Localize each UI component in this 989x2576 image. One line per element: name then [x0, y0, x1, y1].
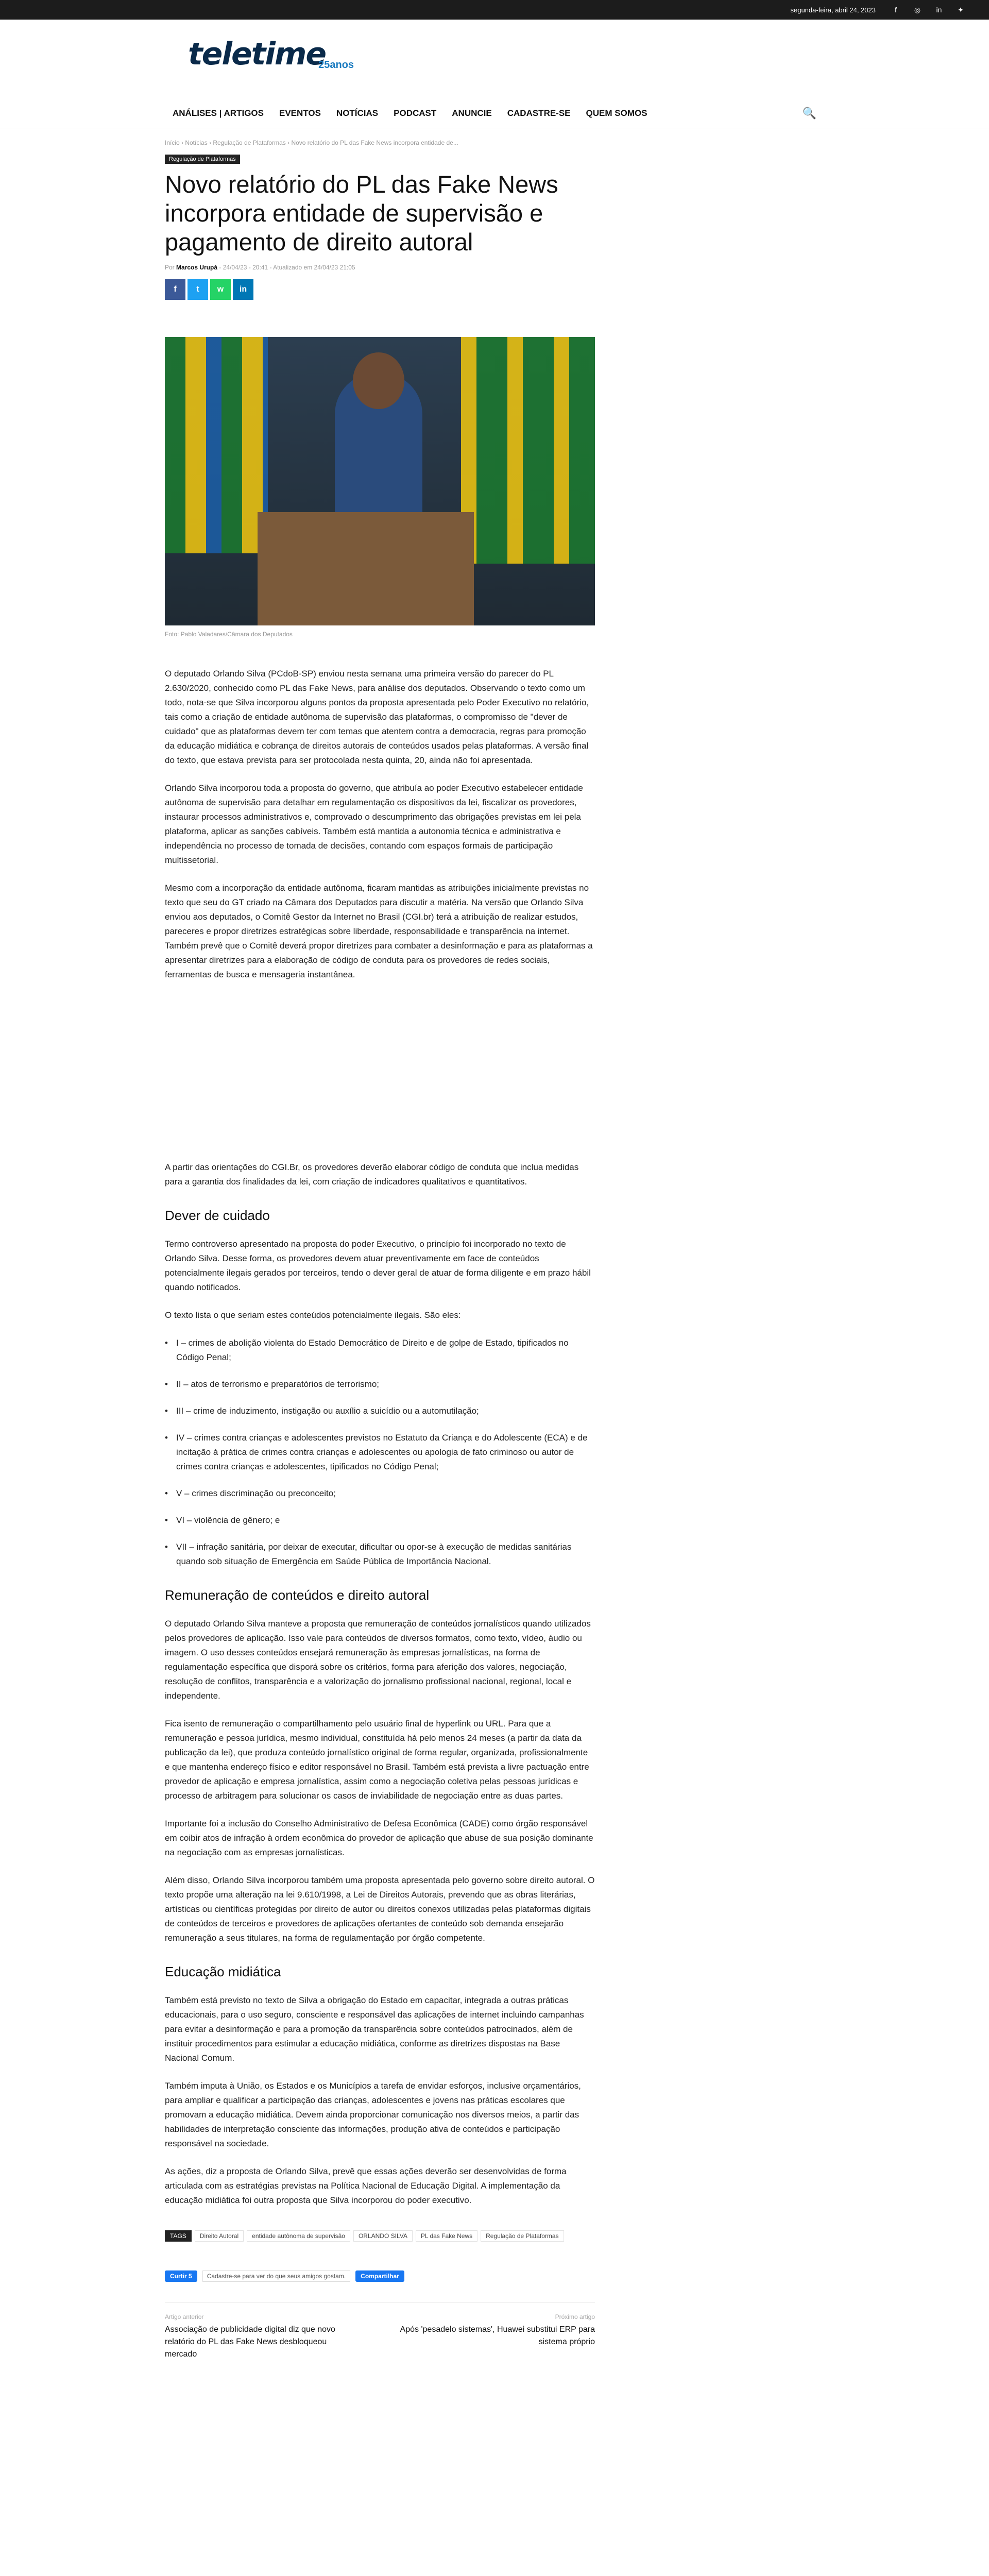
next-label: Próximo artigo — [555, 2313, 595, 2320]
nav-item-podcast[interactable]: PODCAST — [394, 108, 437, 118]
facebook-icon[interactable]: f — [895, 6, 897, 14]
logo-word: teletime — [188, 36, 326, 72]
site-logo[interactable] — [188, 36, 354, 72]
article-body — [165, 667, 595, 2208]
paragraph: O texto lista o que seriam estes conteúdos potencialmente ilegais. São eles: — [165, 1310, 461, 1320]
fb-signup-text[interactable]: Cadastre-se para ver do que seus amigos gostam. — [202, 2270, 350, 2282]
previous-article-link[interactable] — [165, 2313, 361, 2361]
share-twitter-button[interactable]: t — [187, 279, 208, 300]
section-heading-remuneracao: Remuneração de conteúdos e direito autoral — [165, 1587, 430, 1603]
photo-podium — [258, 512, 474, 625]
tag-list — [165, 2230, 595, 2242]
nav-item-quem-somos[interactable]: QUEM SOMOS — [586, 108, 647, 118]
main-navigation — [173, 103, 816, 124]
share-buttons — [165, 279, 595, 300]
nav-item-cadastre-se[interactable]: CADASTRE-SE — [507, 108, 571, 118]
author-link[interactable]: Marcos Urupá — [176, 264, 218, 271]
paragraph: Também está previsto no texto de Silva a obrigação do Estado em capacitar, integrada a outras práticas educacionais, para o uso seguro, consciente e responsável das aplicações de internet incluindo campanhas para evitar a desinformação e para a promoção da transparência sobre conteúdos patrocinados, além de instituir procedimentos para estimular a educação midiática, conforme as diretrizes dispostas na Base Nacional Comum. — [165, 1995, 584, 2063]
illegal-content-list — [165, 1336, 595, 1569]
nav-item-analises[interactable]: ANÁLISES | ARTIGOS — [173, 108, 264, 118]
article — [165, 139, 595, 2361]
facebook-like-widget — [165, 2270, 595, 2282]
article-meta — [165, 264, 595, 271]
photo-caption: Foto: Pablo Valadares/Câmara dos Deputados — [165, 631, 293, 638]
tag-link[interactable]: Direito Autoral — [195, 2230, 244, 2242]
previous-label: Artigo anterior — [165, 2313, 204, 2320]
tag-link[interactable]: ORLANDO SILVA — [353, 2230, 413, 2242]
instagram-icon[interactable]: ◎ — [914, 5, 921, 14]
section-heading-educacao: Educação midiática — [165, 1964, 281, 1979]
meta-date: - 24/04/23 - 20:41 - Atualizado em 24/04/23 21:05 — [219, 264, 355, 271]
category-badge[interactable]: Regulação de Plataformas — [165, 155, 240, 164]
logo-anniversary: 25anos — [318, 59, 354, 71]
current-date: segunda-feira, abril 24, 2023 — [790, 6, 876, 14]
next-article-link[interactable] — [399, 2313, 595, 2361]
list-item: • II – atos de terrorismo e preparatórios de terrorismo; — [165, 1377, 595, 1392]
article-title: Novo relatório do PL das Fake News incorpora entidade de supervisão e pagamento de direito autoral — [165, 171, 558, 256]
search-icon[interactable]: 🔍 — [802, 107, 816, 120]
paragraph: Termo controverso apresentado na proposta do poder Executivo, o princípio foi incorporado no texto de Orlando Silva. Desse forma, os provedores devem atuar preventivamente em face de conteúdos potencialmente ilegais gerados por terceiros, tendo o dever geral de atuar de forma diligente e em prazo hábil quando notificados. — [165, 1239, 591, 1292]
list-item: • III – crime de induzimento, instigação ou auxílio a suicídio ou a automutilação; — [165, 1404, 595, 1418]
top-bar — [0, 0, 989, 20]
twitter-icon[interactable]: ✦ — [958, 5, 964, 14]
list-item: • VI – violência de gênero; e — [165, 1513, 595, 1528]
tag-link[interactable]: entidade autônoma de supervisão — [247, 2230, 350, 2242]
tags-label: TAGS — [165, 2230, 192, 2242]
paragraph: Mesmo com a incorporação da entidade autônoma, ficaram mantidas as atribuições inicialmente previstas no texto que seu do GT criado na Câmara dos Deputados para discutir a matéria. Na versão que Orlando Silva enviou aos deputados, o Comitê Gestor da Internet no Brasil (CGI.br) terá a atribuição de realizar estudos, pareceres e propor diretrizes estratégicas sobre liberdade, responsabilidade e transparência na internet. Também prevê que o Comitê deverá propor diretrizes para combater a desinformação e para as plataformas a apresentar diretrizes para a elaboração de código de conduta para os provedores de redes sociais, ferramentas de busca e mensageria instantânea. — [165, 883, 593, 979]
content-spacer — [165, 982, 595, 1147]
paragraph: Além disso, Orlando Silva incorporou também uma proposta apresentada pelo governo sobre direito autoral. O texto propõe uma alteração na lei 9.610/1998, a Lei de Direitos Autorais, prevendo que as obras literárias, artísticas ou científicas protegidas por direito de autor ou direitos conexos utilizadas pelas plataformas digitais de conteúdos de terceiros e provedores de aplicações ofertantes de conteúdo sob demanda ensejarão remuneração a seus titulares, na forma de regulamentação por órgão competente. — [165, 1875, 595, 1943]
fb-share-button[interactable]: Compartilhar — [355, 2270, 404, 2282]
nav-item-noticias[interactable]: NOTÍCIAS — [336, 108, 379, 118]
post-navigation — [165, 2302, 595, 2361]
tag-link[interactable]: Regulação de Plataformas — [481, 2230, 564, 2242]
next-title: Após 'pesadelo sistemas', Huawei substitui ERP para sistema próprio — [400, 2325, 595, 2346]
paragraph: Importante foi a inclusão do Conselho Administrativo de Defesa Econômica (CADE) como órgão responsável em coibir atos de infração à ordem econômica do provedor de aplicação que abuse de sua posição dominante na negociação com as empresas jornalísticas. — [165, 1819, 593, 1857]
share-facebook-button[interactable]: f — [165, 279, 185, 300]
previous-title: Associação de publicidade digital diz que novo relatório do PL das Fake News desbloqueou mercado — [165, 2325, 335, 2359]
list-item: • I – crimes de abolição violenta do Estado Democrático de Direito e de golpe de Estado, tipificados no Código Penal; — [165, 1336, 595, 1365]
site-header — [0, 20, 989, 97]
nav-item-anuncie[interactable]: ANUNCIE — [452, 108, 492, 118]
paragraph: O deputado Orlando Silva manteve a proposta que remuneração de conteúdos jornalísticos quando utilizados pelos provedores de aplicação. Isso vale para conteúdos de diversos formatos, como texto, vídeo, áudio ou imagem. O uso desses conteúdos ensejará remuneração às empresas jornalísticas, na forma de regulamentação específica que disporá sobre os critérios, forma para aferição dos valores, negociação, resolução de conflitos, transparência e a valorização do jornalismo profissional nacional, regional, local e independente. — [165, 1619, 591, 1701]
share-whatsapp-button[interactable]: w — [210, 279, 231, 300]
paragraph: Orlando Silva incorporou toda a proposta do governo, que atribuía ao poder Executivo estabelecer entidade autônoma de supervisão para detalhar em regulamentação os dispositivos da lei, fiscalizar os provedores, instaurar processos administrativos e, comprovado o descumprimento das obrigações previstas em lei pela plataforma, aplicar as sanções cabíveis. Também está mantida a autonomia técnica e administrativa e independência no processo de tomada de decisões, contando com espaços formais de participação multissetorial. — [165, 783, 583, 865]
list-item: • V – crimes discriminação ou preconceito; — [165, 1486, 595, 1501]
article-photo — [165, 337, 595, 625]
paragraph: As ações, diz a proposta de Orlando Silva, prevê que essas ações deverão ser desenvolvidas de forma articulada com as estratégias previstas na Política Nacional de Educação Digital. A implementação da educação midiática foi outra proposta que Silva incorporou do poder executivo. — [165, 2166, 567, 2205]
paragraph: Também imputa à União, os Estados e os Municípios a tarefa de envidar esforços, inclusive orçamentários, para ampliar e qualificar a participação das crianças, adolescentes e jovens nas práticas escolares que promovam a educação midiática. Devem ainda proporcionar comunicação nos diversos meios, a partir das habilidades de interpretação consciente das informações, produção ativa de conteúdos e participação responsável na sociedade. — [165, 2081, 581, 2148]
list-item: • VII – infração sanitária, por deixar de executar, dificultar ou opor-se à execução de medidas sanitárias quando sob situação de Emergência em Saúde Pública de Importância Nacional. — [165, 1540, 595, 1569]
linkedin-icon[interactable]: in — [936, 6, 942, 14]
share-linkedin-button[interactable]: in — [233, 279, 253, 300]
breadcrumb: Início › Notícias › Regulação de Plataformas › Novo relatório do PL das Fake News incorpora entidade de... — [165, 139, 458, 146]
list-item: • IV – crimes contra crianças e adolescentes previstos no Estatuto da Criança e do Adolescente (ECA) e de incitação à prática de crimes contra crianças e adolescentes ou apologia de fato criminoso ou autor de crimes contra crianças e adolescentes, tipificados no Código Penal; — [165, 1431, 595, 1474]
meta-prefix: Por — [165, 264, 175, 271]
paragraph: Fica isento de remuneração o compartilhamento pelo usuário final de hyperlink ou URL. Para que a remuneração e pessoa jurídica, mesmo individual, constituída há pelo menos 24 meses (a partir da data da publicação da lei), que produza conteúdo jornalístico original de forma regular, organizada, profissionalmente e que mantenha endereço físico e editor responsável no Brasil. Também está prevista a livre pactuação entre provedor de aplicação e empresa jornalística, assim como a negociação coletiva pelas pessoas jurídicas e processo de arbitragem para solucionar os casos de inviabilidade de negociação entre as duas partes. — [165, 1719, 589, 1801]
paragraph: A partir das orientações do CGI.Br, os provedores deverão elaborar código de conduta que inclua medidas para a garantia dos finalidades da lei, com criação de indicadores qualitativos e quantitativos. — [165, 1162, 579, 1187]
tag-link[interactable]: PL das Fake News — [416, 2230, 478, 2242]
section-heading-dever: Dever de cuidado — [165, 1208, 270, 1223]
photo-speaker-head — [353, 352, 404, 409]
nav-item-eventos[interactable]: EVENTOS — [279, 108, 321, 118]
fb-like-button[interactable]: Curtir 5 — [165, 2270, 197, 2282]
photo-flag-right — [461, 337, 595, 564]
paragraph: O deputado Orlando Silva (PCdoB-SP) enviou nesta semana uma primeira versão do parecer do PL 2.630/2020, conhecido como PL das Fake News, para análise dos deputados. Observando o texto como um todo, nota-se que Silva incorporou alguns pontos da proposta apresentada pelo Poder Executivo no relatório, tais como a criação de entidade autônoma de supervisão das plataformas, o compromisso de "dever de cuidado" que as plataformas devem ter com temas que atentem contra a democracia, regras para promoção da educação midiática e cobrança de direitos autorais de conteúdos usados pelas plataformas. A versão final do texto, que estava prevista para ser protocolada nesta quinta, 20, ainda não foi apresentada. — [165, 669, 589, 765]
photo-flag-left — [165, 337, 268, 553]
